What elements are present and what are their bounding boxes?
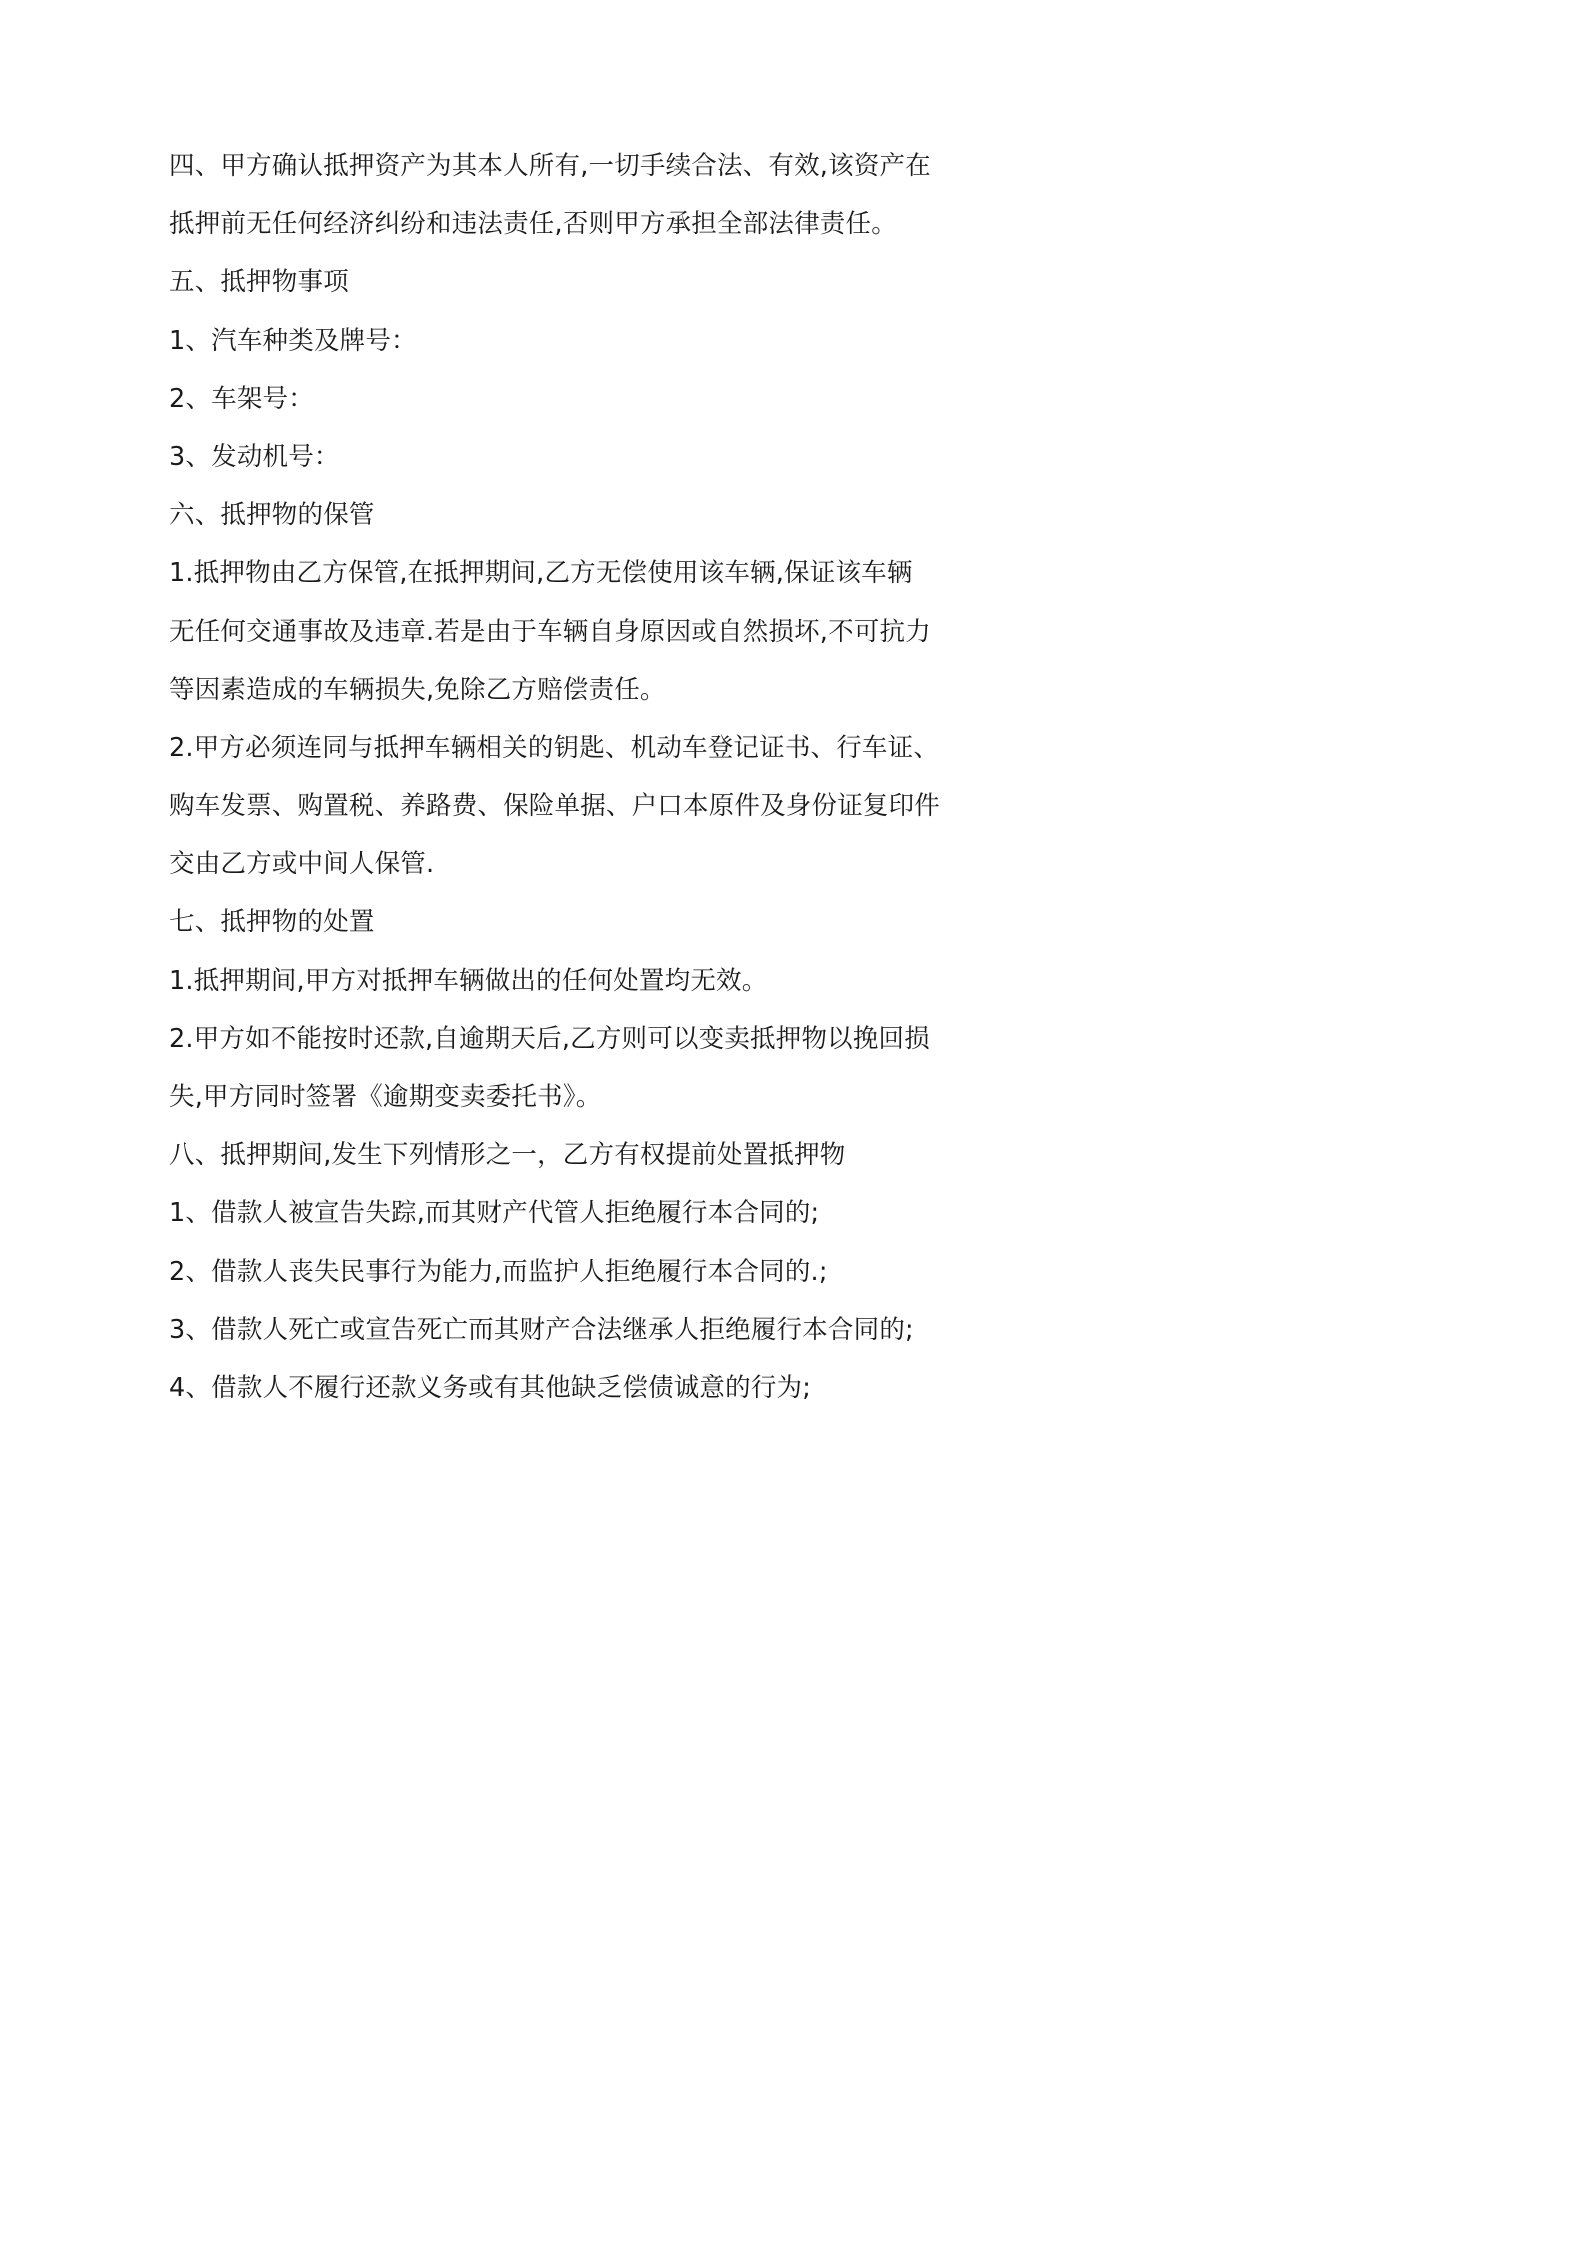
custody-clause-2-line-1: 2.甲方必须连同与抵押车辆相关的钥匙、机动车登记证书、行车证、 <box>169 732 940 763</box>
custody-clause-1-line-1: 1.抵押物由乙方保管,在抵押期间,乙方无偿使用该车辆,保证该车辆 <box>169 558 913 589</box>
section-7-heading: 七、抵押物的处置 <box>169 907 375 938</box>
early-disposal-item-1: 1、借款人被宣告失踪,而其财产代管人拒绝履行本合同的; <box>169 1198 820 1229</box>
clause-4-line-2: 抵押前无任何经济纠纷和违法责任,否则甲方承担全部法律责任。 <box>169 209 897 240</box>
item-vehicle-type-plate: 1、汽车种类及牌号： <box>169 325 417 356</box>
disposal-clause-2-line-2: 失,甲方同时签署《逾期变卖委托书》。 <box>169 1082 602 1112</box>
custody-clause-1-line-3: 等因素造成的车辆损失,免除乙方赔偿责任。 <box>169 674 666 705</box>
document-body <box>169 137 959 1417</box>
early-disposal-item-4: 4、借款人不履行还款义务或有其他缺乏偿债诚意的行为; <box>169 1372 812 1403</box>
custody-clause-2-line-3: 交由乙方或中间人保管. <box>169 849 435 880</box>
section-8-heading: 八、抵押期间,发生下列情形之一，乙方有权提前处置抵押物 <box>169 1140 846 1171</box>
item-frame-number: 2、车架号： <box>169 383 314 414</box>
section-5-heading: 五、抵押物事项 <box>169 267 349 298</box>
early-disposal-item-3: 3、借款人死亡或宣告死亡而其财产合法继承人拒绝履行本合同的; <box>169 1314 914 1345</box>
custody-clause-1-line-2: 无任何交通事故及违章.若是由于车辆自身原因或自然损坏,不可抗力 <box>169 616 931 647</box>
disposal-clause-1: 1.抵押期间,甲方对抵押车辆做出的任何处置均无效。 <box>169 965 768 996</box>
document-page <box>0 0 1100 1556</box>
clause-4-line-1: 四、甲方确认抵押资产为其本人所有,一切手续合法、有效,该资产在 <box>169 151 931 181</box>
item-engine-number: 3、发动机号： <box>169 441 340 472</box>
section-6-heading: 六、抵押物的保管 <box>169 500 375 531</box>
early-disposal-item-2: 2、借款人丧失民事行为能力,而监护人拒绝履行本合同的.; <box>169 1256 828 1287</box>
custody-clause-2-line-2: 购车发票、购置税、养路费、保险单据、户口本原件及身份证复印件 <box>169 791 941 822</box>
disposal-clause-2-line-1: 2.甲方如不能按时还款,自逾期天后,乙方则可以变卖抵押物以挽回损 <box>169 1023 930 1054</box>
